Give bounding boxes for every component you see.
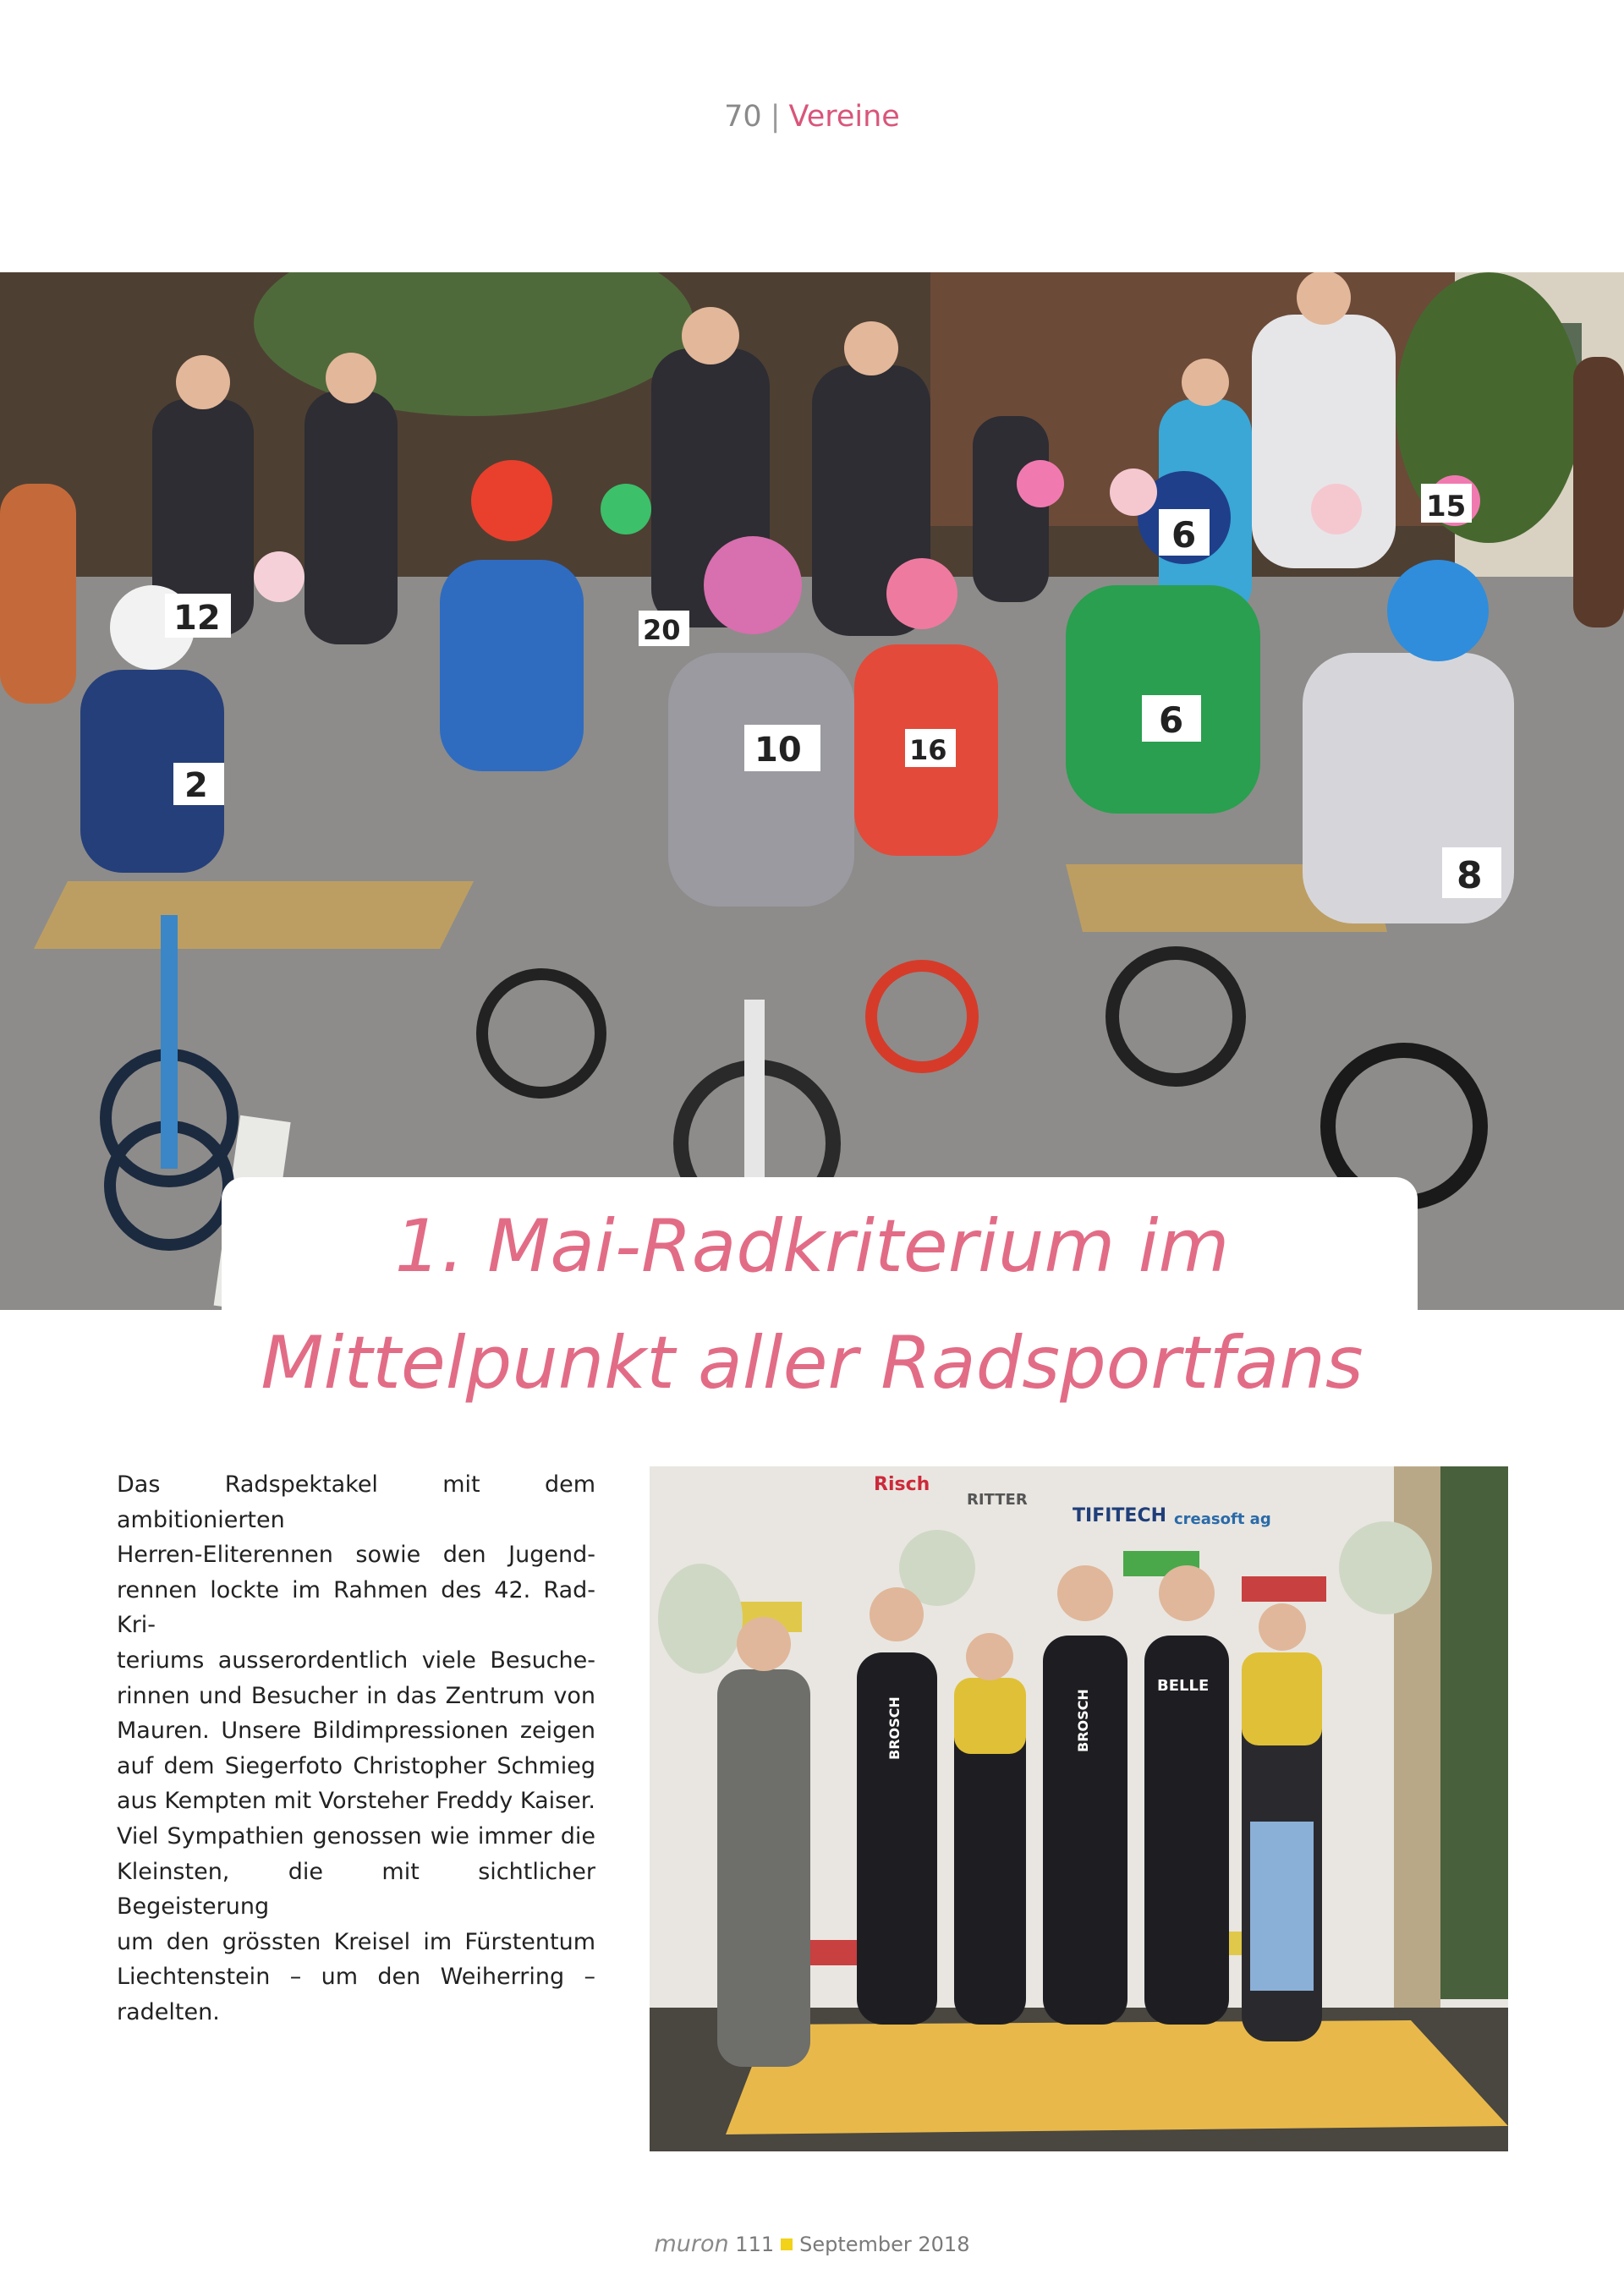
section-name: Vereine [788,100,900,134]
bib-number: 6 [1171,514,1197,556]
article-title [0,1188,1624,1422]
bib-number: 10 [754,731,802,770]
hero-photo-illustration [0,272,1624,1310]
sponsor-logo: creasoft ag [1174,1510,1271,1528]
header-separator: | [770,100,781,134]
article-body-line: Kleinsten, die mit sichtlicher Begeisterung [117,1858,595,1921]
bib-number: 15 [1426,490,1467,523]
article-body-line: teriums ausserordentlich viele Besuche- [117,1647,595,1674]
article-body-line: Mauren. Unsere Bildimpressionen zeigen [117,1718,595,1745]
article-body-line: radelten. [117,1998,220,2025]
article-body-line: aus Kempten mit Vorsteher Freddy Kaiser. [117,1788,595,1815]
bib-number: 20 [643,614,681,646]
article-body-line: rennen lockte im Rahmen des 42. Rad-Kri- [117,1576,595,1639]
footer-bullet-icon [781,2238,793,2250]
jersey-text: BROSCH [886,1696,903,1760]
issue-date: September 2018 [799,2233,970,2256]
page-header [0,100,1624,134]
sponsor-logo: Risch [874,1474,930,1495]
issue-number: 111 [735,2233,775,2256]
bib-number: 12 [173,599,221,638]
page-number: 70 [724,100,762,134]
article-body-line: Herren-Eliterennen sowie den Jugend- [117,1542,595,1569]
bib-number: 16 [909,734,947,766]
article-body-line: Liechtenstein – um den Weiherring – [117,1964,595,1991]
article-body-line: auf dem Siegerfoto Christopher Schmieg [117,1752,595,1779]
page-footer [0,2231,1624,2257]
bib-number: 6 [1159,699,1184,741]
jersey-text: BELLE [1157,1677,1210,1695]
article-body-line: um den grössten Kreisel im Fürstentum [117,1928,595,1955]
podium-photo-illustration [650,1466,1508,2151]
jersey-text: BROSCH [1075,1689,1091,1752]
bib-number: 8 [1457,854,1483,897]
article-body [117,1467,595,2030]
article-body-line: Viel Sympathien genossen wie immer die [117,1822,595,1849]
article-body-line: Das Radspektakel mit dem ambitionierten [117,1471,595,1533]
hero-photo [0,272,1624,1310]
bib-number: 2 [184,766,208,805]
sponsor-logo: RITTER [967,1491,1028,1509]
sponsor-logo: TIFITECH [1073,1505,1166,1526]
article-title-line: 1. Mai-Radkriterium im [394,1204,1230,1289]
article-title-line: Mittelpunkt aller Radsportfans [261,1321,1363,1406]
article-body-line: rinnen und Besucher in das Zentrum von [117,1682,595,1709]
podium-photo [650,1466,1508,2151]
magazine-brand: muron [654,2231,729,2257]
